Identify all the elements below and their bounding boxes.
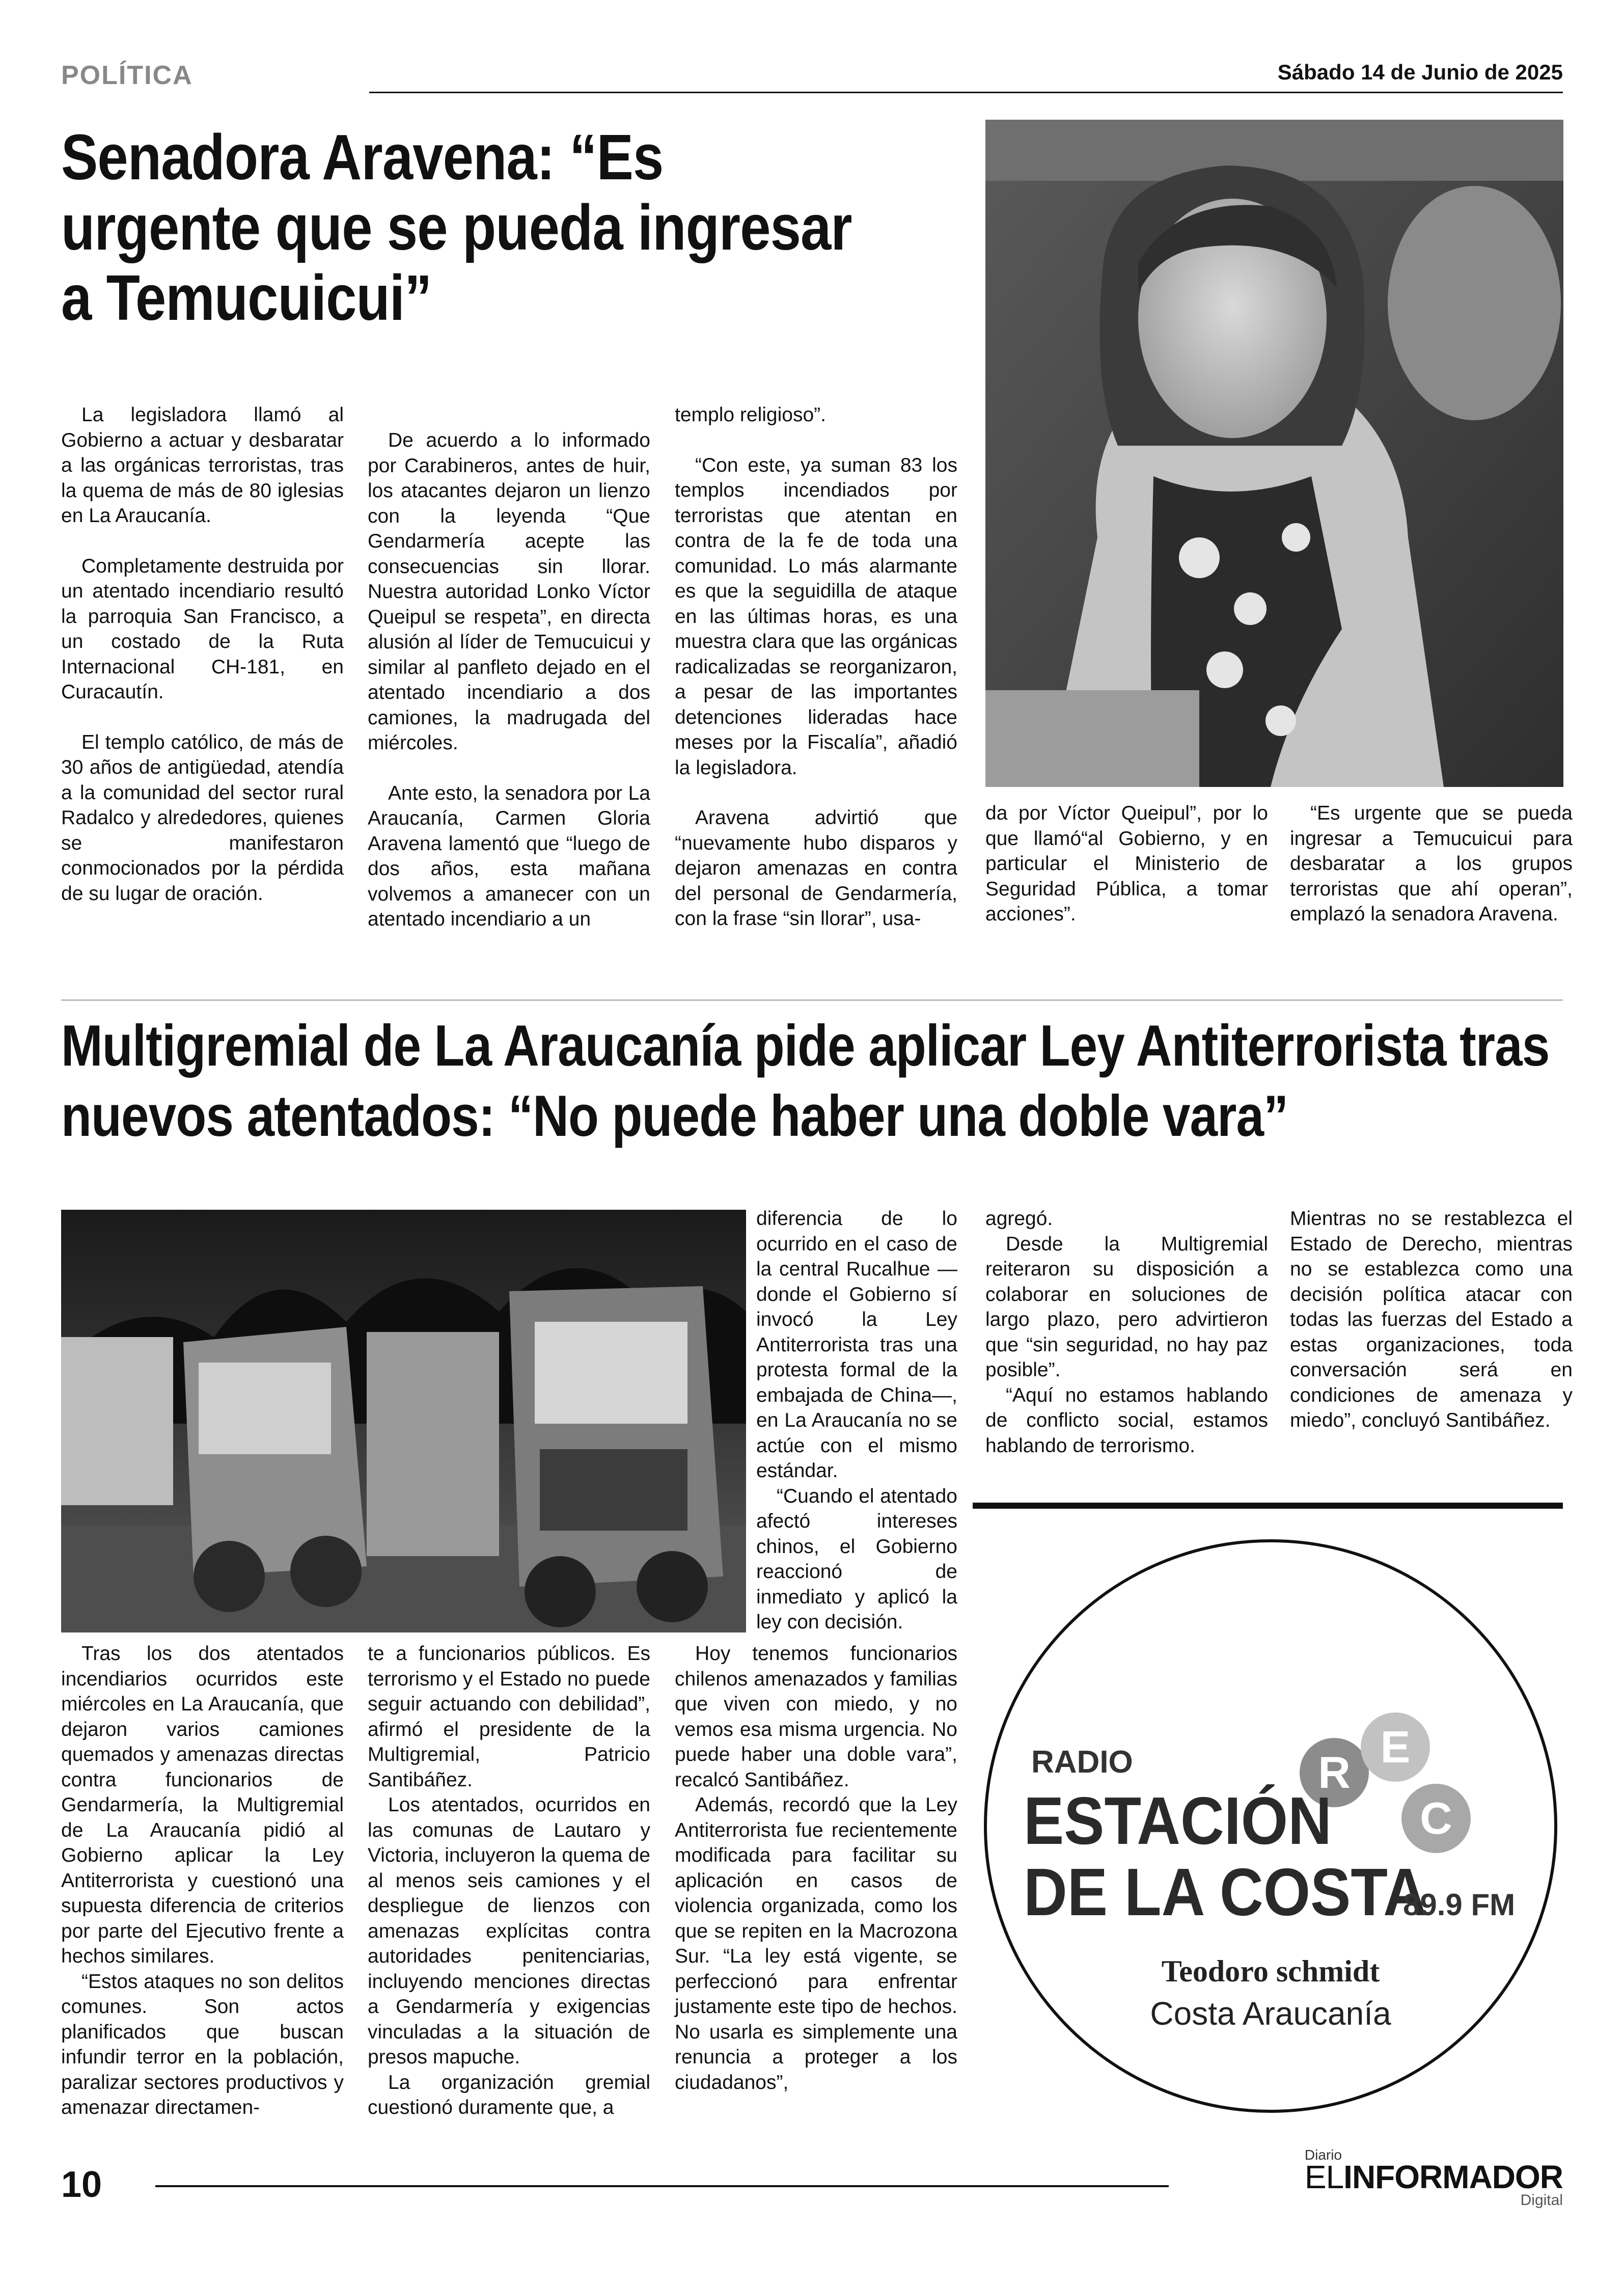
burned-trucks-photo — [61, 1210, 746, 1632]
senator-photo — [985, 120, 1563, 787]
article-divider — [61, 999, 1563, 1001]
paragraph: “Con este, ya suman 83 los templos incendiados por terroristas que atentan en contra de la fe de toda una comunidad. Lo más alarmante es que la seguidilla de ataque en las últimas horas, es una muestra clara que las orgánicas radicalizadas se reorganizaron, a pesar de las importantes detenciones lideradas hace meses por la Fiscalía”, añadió la legisladora. — [675, 454, 957, 779]
article1-headline-line: a Temucuicui” — [61, 262, 432, 334]
article2-column-3-top — [756, 1206, 957, 1635]
logo-main — [1305, 2158, 1563, 2196]
article2-column-1 — [61, 1641, 344, 2120]
article1-column-2 — [368, 428, 650, 957]
rec-letter: E — [1380, 1722, 1411, 1772]
page-number: 10 — [61, 2164, 102, 2205]
station-name-line2: DE LA COSTA — [1024, 1854, 1427, 1930]
paragraph: Completamente destruida por un atentado incendiario resultó la parroquia San Francisco, a un costado de la Ruta Internacional CH-181, en Curacautín. — [61, 555, 344, 703]
article2-headline-line: Multigremial de La Araucanía pide aplicar Ley Antiterrorista tras — [61, 1014, 1550, 1078]
paragraph: “Es urgente que se pueda ingresar a Temucuicui para desbaratar a los grupos terroristas que ahí operan”, emplazó la senadora Aravena. — [1290, 802, 1573, 925]
paragraph: “Cuando el atentado afectó intereses chinos, el Gobierno reaccionó de inmediato y aplicó la ley con decisión. — [756, 1485, 957, 1633]
radio-advertisement — [978, 1533, 1563, 2119]
paragraph: El templo católico, de más de 30 años de antigüedad, atendía a la comunidad del sector rural Radalco y alrededores, quienes se manifestaron conmocionados por la pérdida de su lugar de oración. — [61, 731, 344, 905]
paragraph: “Estos ataques no son delitos comunes. Son actos planificados que buscan infundir terror en la población, paralizar sectores productivos y amenazar directamen- — [61, 1970, 344, 2118]
article2-column-3-bottom — [675, 1641, 957, 2095]
article2-column-4 — [985, 1206, 1268, 1458]
radio-label: RADIO — [1031, 1745, 1133, 1780]
owner-name: Teodoro schmidt — [1161, 1954, 1380, 1988]
logo-digital: Digital — [1520, 2192, 1563, 2209]
paragraph: diferencia de lo ocurrido en el caso de la central Rucalhue —donde el Gobierno sí invocó la Ley Antiterrorista tras una protesta formal de la embajada de China—, en La Araucanía no se actúe con el mismo estándar. — [756, 1208, 957, 1482]
paragraph: Tras los dos atentados incendiarios ocurridos este miércoles en La Araucanía, que dejaron varios camiones quemados y amenazas directas contra funcionarios de Gendarmería, la Multigremial de La Araucanía pidió al Gobierno aplicar la Ley Antiterrorista y cuestionó una supuesta diferencia de criterios por parte del Ejecutivo frente a hechos similares. — [61, 1643, 344, 1967]
logo-el: EL — [1304, 2159, 1344, 2195]
paragraph: La organización gremial cuestionó duramente que, a — [368, 2071, 650, 2118]
paragraph: Mientras no se restablezca el Estado de Derecho, mientras no se establezca como una decisión política atacar con todas las fuerzas del Estado a estas organizaciones, toda conversación será en condiciones de amenaza y miedo”, concluyó Santibáñez. — [1290, 1208, 1573, 1431]
article2-column-5 — [1290, 1206, 1573, 1433]
burned-trucks-image — [61, 1210, 746, 1632]
radio-ad-graphic — [978, 1533, 1563, 2119]
newspaper-logo — [1305, 2147, 1563, 2209]
article1-headline-line: Senadora Aravena: “Es — [61, 121, 664, 193]
article2-column-2 — [368, 1641, 650, 2120]
rec-letter: C — [1420, 1793, 1452, 1843]
article1-column-3 — [675, 402, 957, 957]
article1-column-1 — [61, 402, 344, 931]
ad-separator — [973, 1503, 1563, 1509]
paragraph: La legisladora llamó al Gobierno a actuar y desbaratar a las orgánicas terroristas, tras la quema de más de 80 iglesias en La Araucanía. — [61, 404, 344, 527]
paragraph: agregó. — [985, 1208, 1053, 1230]
article1-headline-line: urgente que se pueda ingresar — [61, 192, 852, 263]
senator-photo-image — [985, 120, 1563, 787]
header-rule — [369, 92, 1563, 93]
footer-rule — [155, 2185, 1169, 2187]
paragraph: Desde la Multigremial reiteraron su disposición a colaborar en soluciones de largo plazo, pero advirtieron que “sin seguridad, no hay paz posible”. — [985, 1233, 1268, 1381]
section-label: POLÍTICA — [61, 61, 193, 90]
article1-headline — [61, 122, 876, 333]
article1-column-5 — [1290, 801, 1573, 952]
issue-date: Sábado 14 de Junio de 2025 — [1277, 60, 1563, 84]
paragraph: “Aquí no estamos hablando de conflicto social, estamos hablando de terrorismo. — [985, 1384, 1268, 1457]
station-name-line1: ESTACIÓN — [1024, 1783, 1332, 1859]
paragraph: Ante esto, la senadora por La Araucanía, Carmen Gloria Aravena lamentó que “luego de dos años, esta mañana volvemos a amanecer con un atentado incendiario a un — [368, 782, 650, 930]
paragraph: Además, recordó que la Ley Antiterrorista fue recientemente modificada para facilitar su aplicación en casos de violencia organizada, como los que se repiten en la Macrozona Sur. “La ley está vigente, se perfeccionó para enfrentar justamente este tipo de hechos. No usarla es simplemente una renuncia a proteger a los ciudadanos”, — [675, 1794, 957, 2093]
paragraph: da por Víctor Queipul”, por lo que llamó“al Gobierno, y en particular el Ministerio de Seguridad Pública, a tomar acciones”. — [985, 802, 1268, 925]
article2-headline-line: nuevos atentados: “No puede haber una doble vara” — [61, 1084, 1288, 1149]
paragraph: templo religioso”. — [675, 404, 826, 426]
logo-diario: Diario — [1304, 2147, 1342, 2163]
paragraph: Los atentados, ocurridos en las comunas de Lautaro y Victoria, incluyeron la quema de al menos seis camiones y el despliegue de lienzos con amenazas explícitas contra autoridades penitenciarias, incluyendo menciones directas a Gendarmería y exigencias vinculadas a la situación de presos mapuche. — [368, 1794, 650, 2068]
rec-letter: R — [1318, 1747, 1351, 1798]
logo-informador: INFORMADOR — [1343, 2159, 1563, 2195]
paragraph: Aravena advirtió que “nuevamente hubo disparos y dejaron amenazas en contra del personal de Gendarmería, con la frase “sin llorar”, usa- — [675, 807, 957, 930]
frequency: 89.9 FM — [1403, 1888, 1516, 1922]
paragraph: De acuerdo a lo informado por Carabineros, antes de huir, los atacantes dejaron un lienzo con la leyenda “Que Gendarmería acepte las consecuencias sin llorar. Nuestra autoridad Lonko Víctor Queipul se respeta”, en directa alusión al líder de Temucuicui y similar al panfleto dejado en el atentado incendiario a dos camiones, la madrugada del miércoles. — [368, 429, 650, 754]
article2-headline — [61, 1011, 1581, 1152]
article1-column-4 — [985, 801, 1268, 952]
paragraph: te a funcionarios públicos. Es terrorismo y el Estado no puede seguir actuando con debilidad”, afirmó el presidente de la Multigremial, Patricio Santibáñez. — [368, 1643, 650, 1791]
region-name: Costa Araucanía — [1150, 1995, 1391, 2032]
paragraph: Hoy tenemos funcionarios chilenos amenazados y familias que viven con miedo, y no vemos esa misma urgencia. No puede haber una doble vara”, recalcó Santibáñez. — [675, 1643, 957, 1791]
